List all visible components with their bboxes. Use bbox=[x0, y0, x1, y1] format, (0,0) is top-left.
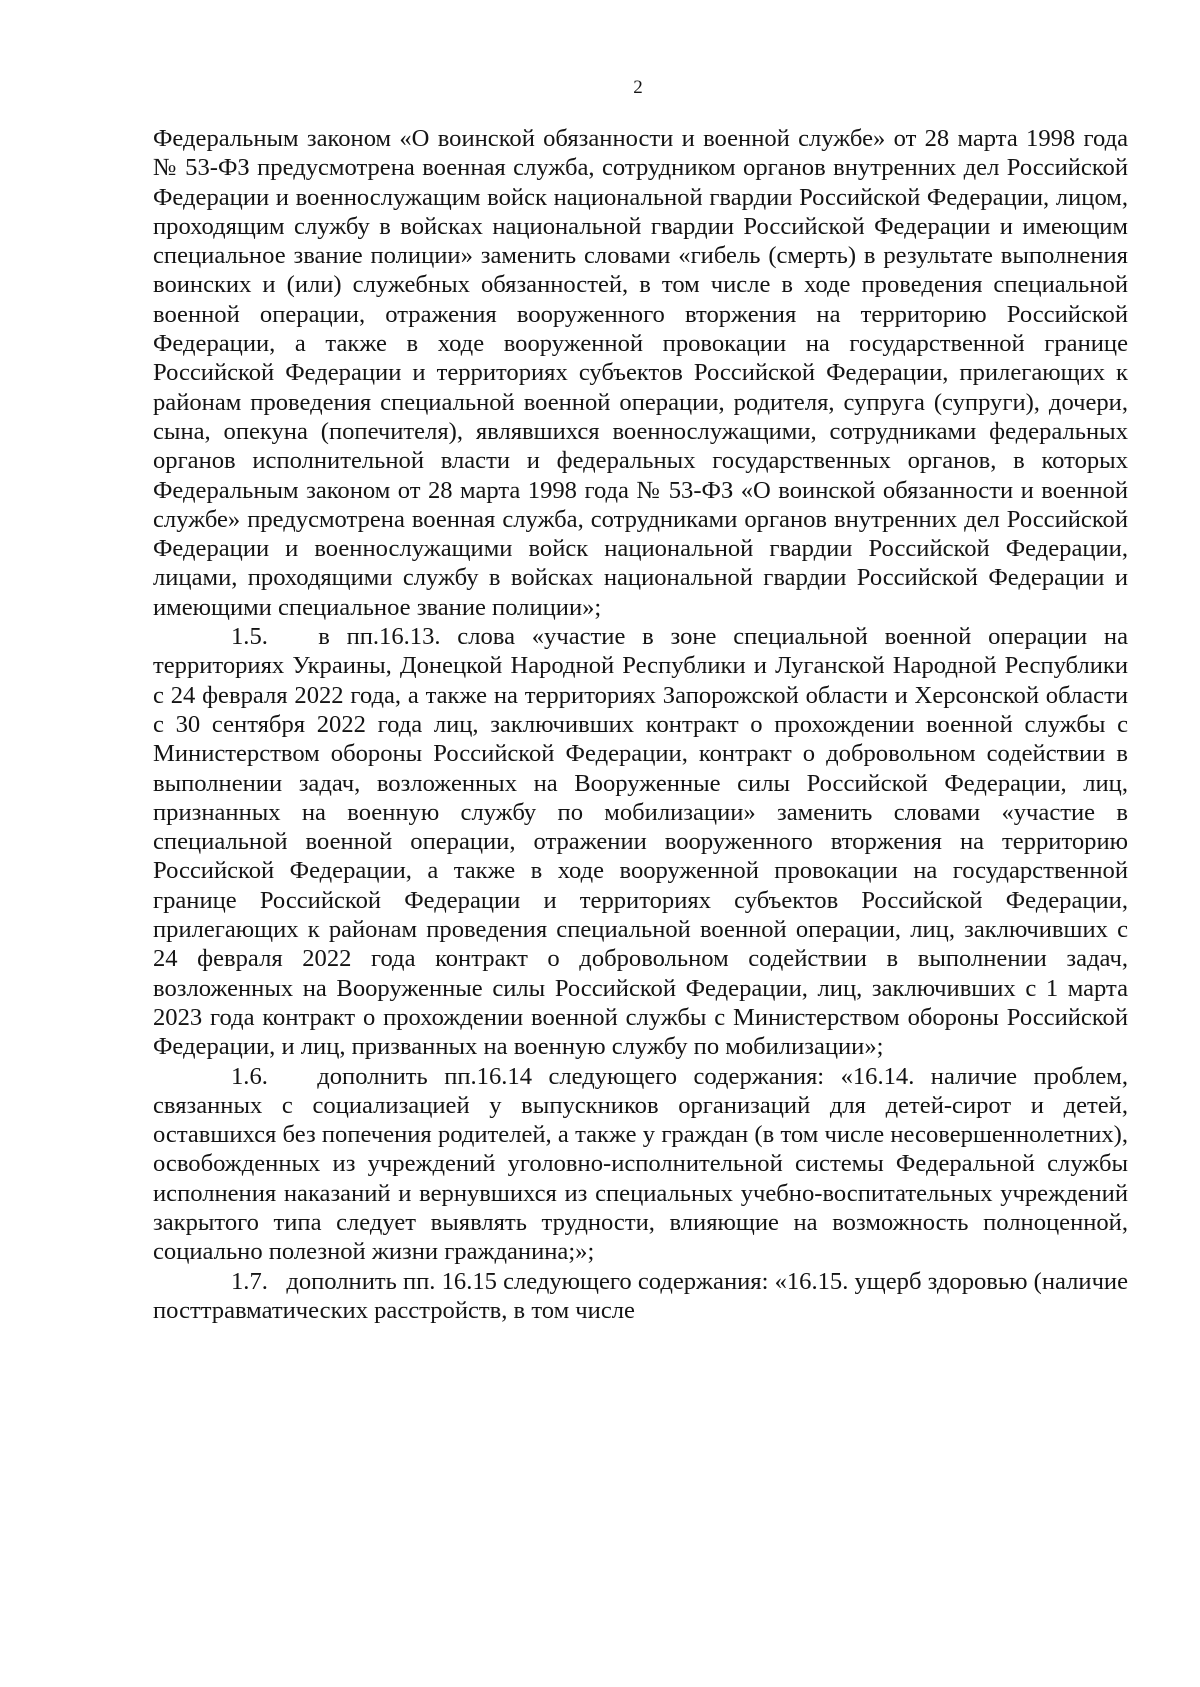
document-text bbox=[153, 124, 1128, 1325]
paragraph-item-1-7: 1.7. дополнить пп. 16.15 следующего содержания: «16.15. ущерб здоровью (наличие посттравматических расстройств, в том числе bbox=[153, 1267, 1129, 1324]
paragraph-continuation: Федеральным законом «О воинской обязанности и военной службе» от 28 марта 1998 года № 53-ФЗ предусмотрена военная служба, сотрудником органов внутренних дел Российской Федерации и военнослужащим войск национальной гвардии Российской Федерации, лицом, проходящим службу в войсках национальной гвардии Российской Федерации и имеющим специальное звание полиции» заменить словами «гибель (смерть) в результате выполнения воинских и (или) служебных обязанностей, в том числе в ходе проведения специальной военной операции, отражения вооруженного вторжения на территорию Российской Федерации, а также в ходе вооруженной провокации на государственной границе Российской Федерации и территориях субъектов Российской Федерации, прилегающих к районам проведения специальной военной операции, родителя, супруга (супруги), дочери, сына, опекуна (попечителя), являвшихся военнослужащими, сотрудниками федеральных органов исполнительной власти и федеральных государственных органов, в которых Федеральным законом от 28 марта 1998 года № 53-ФЗ «О воинской обязанности и военной службе» предусмотрена военная служба, сотрудниками органов внутренних дел Российской Федерации и военнослужащими войск национальной гвардии Российской Федерации, лицами, проходящими службу в войсках национальной гвардии Российской Федерации и имеющими специальное звание полиции»; bbox=[153, 125, 1128, 621]
page-number: 2 bbox=[633, 77, 643, 98]
paragraph-item-1-5: 1.5. в пп.16.13. слова «участие в зоне специальной военной операции на территориях Украины, Донецкой Народной Республики и Луганской Народной Республики с 24 февраля 2022 года, а также на территориях Запорожской области и Херсонской области с 30 сентября 2022 года лиц, заключивших контракт о прохождении военной службы с Министерством обороны Российской Федерации, контракт о добровольном содействии в выполнении задач, возложенных на Вооруженные силы Российской Федерации, лиц, признанных на военную службу по мобилизации» заменить словами «участие в специальной военной операции, отражении вооруженного вторжения на территорию Российской Федерации, а также в ходе вооруженной провокации на государственной границе Российской Федерации и территориях субъектов Российской Федерации, прилегающих к районам проведения специальной военной операции, лиц, заключивших с 24 февраля 2022 года контракт о добровольном содействии в выполнении задач, возложенных на Вооруженные силы Российской Федерации, лиц, заключивших с 1 марта 2023 года контракт о прохождении военной службы с Министерством обороны Российской Федерации, и лиц, призванных на военную службу по мобилизации»; bbox=[153, 623, 1128, 1061]
paragraph-item-1-6: 1.6. дополнить пп.16.14 следующего содержания: «16.14. наличие проблем, связанных с социализацией у выпускников организаций для детей-сирот и детей, оставшихся без попечения родителей, а также у граждан (в том числе несовершеннолетних), освобожденных из учреждений уголовно-исполнительной системы Федеральной службы исполнения наказаний и вернувшихся из специальных учебно-воспитательных учреждений закрытого типа следует выявлять трудности, влияющие на возможность полноценной, социально полезной жизни гражданина;»; bbox=[153, 1062, 1128, 1266]
